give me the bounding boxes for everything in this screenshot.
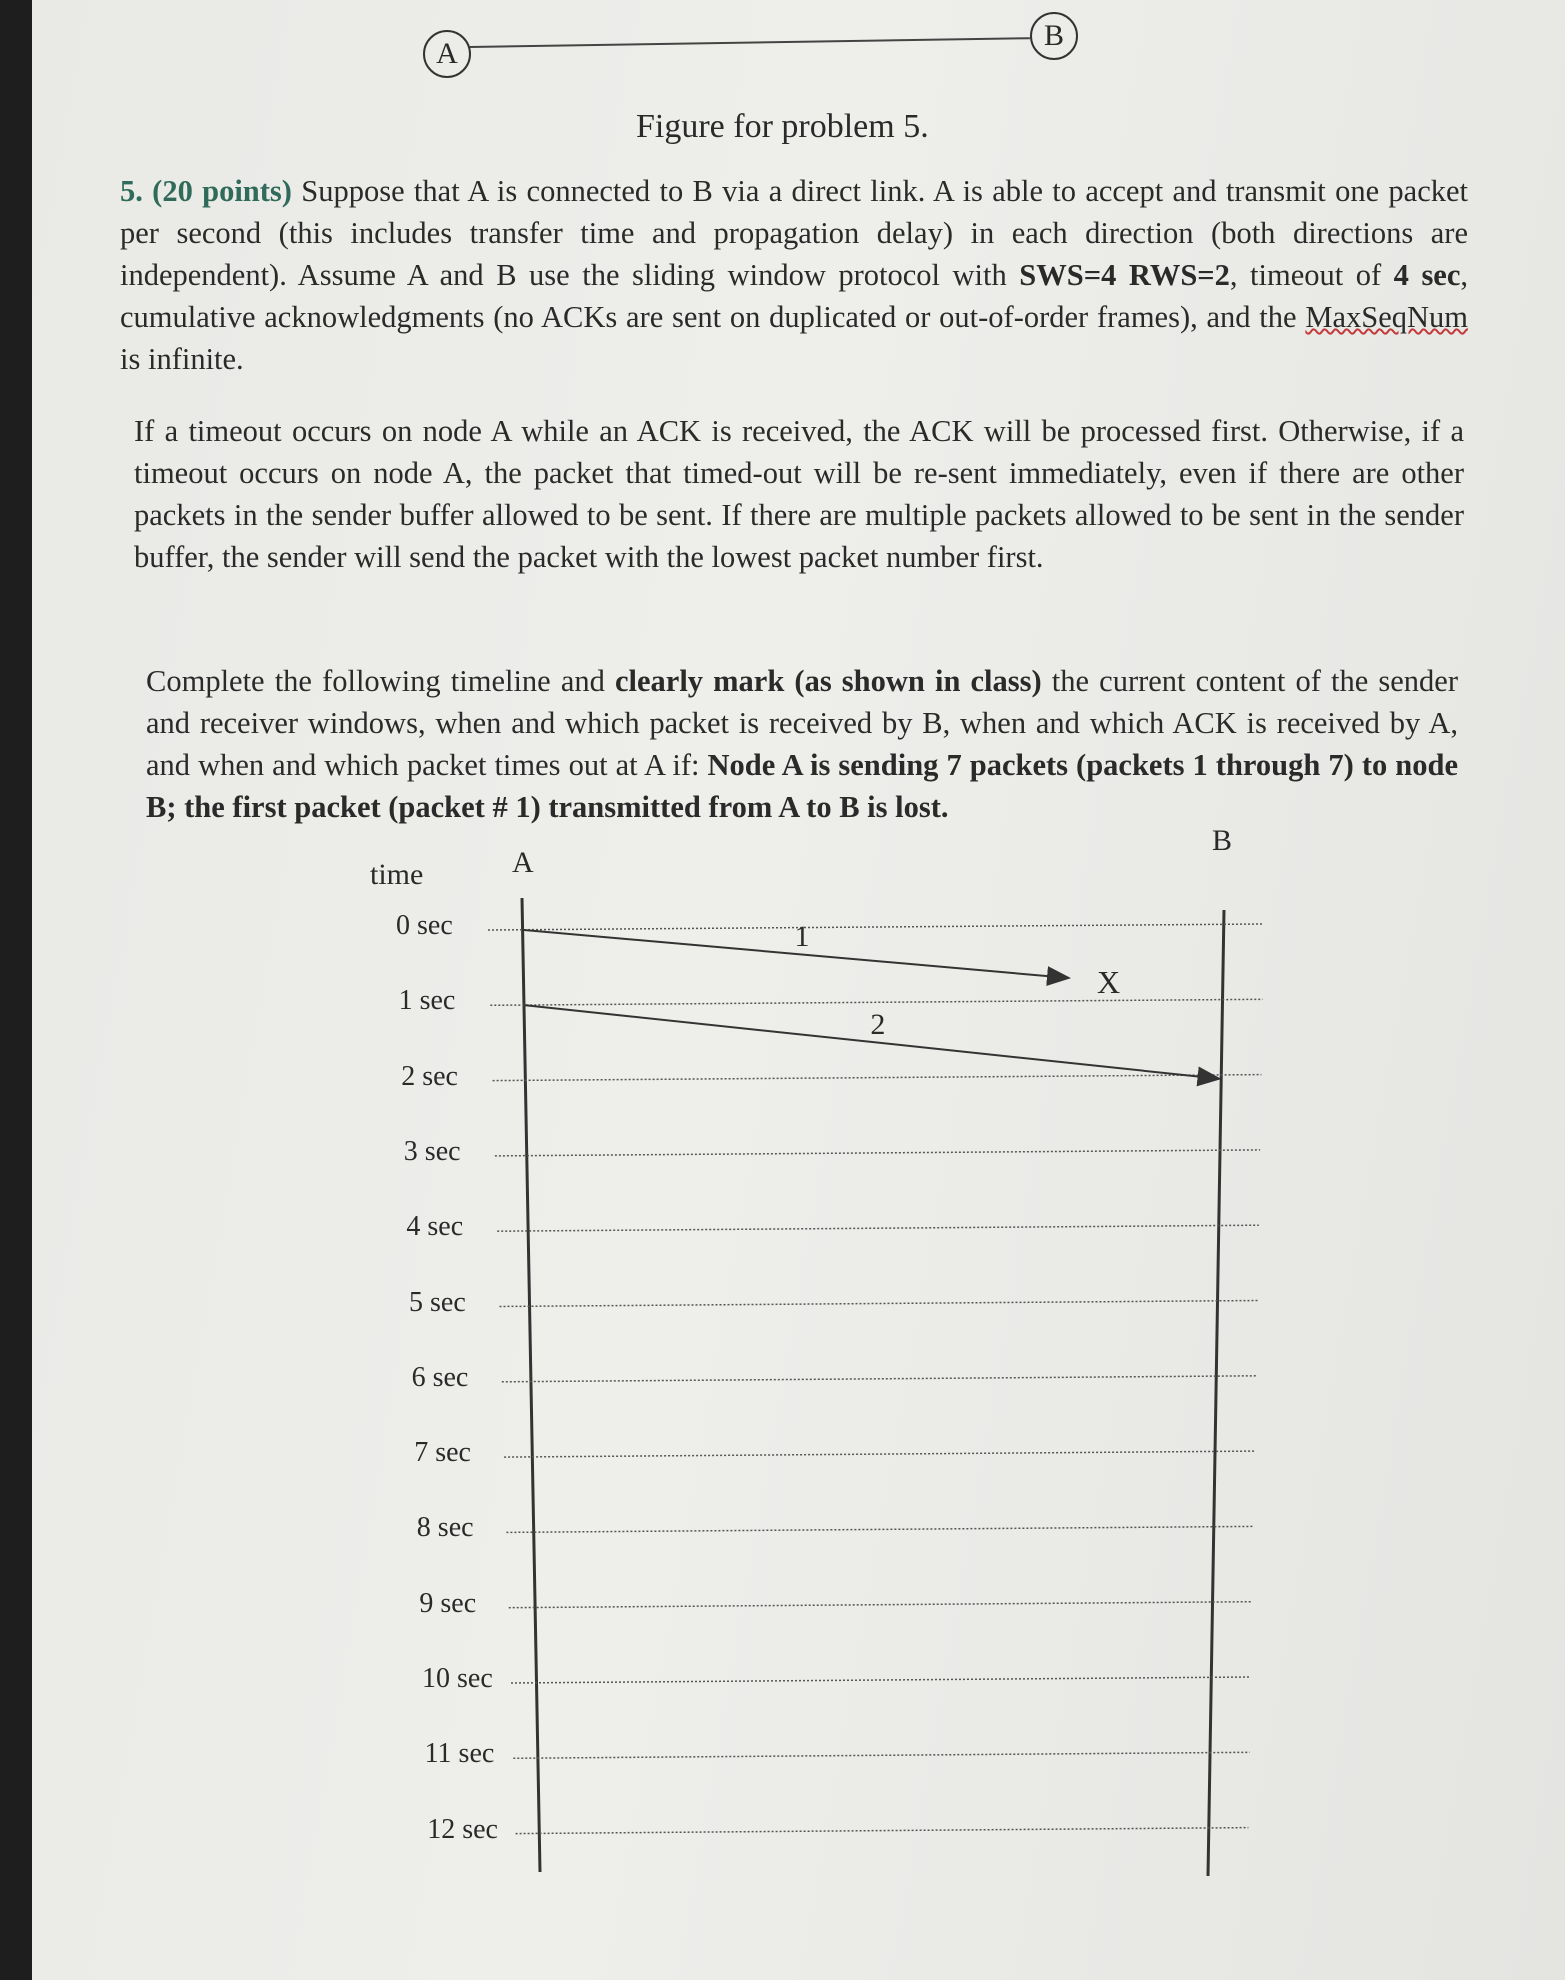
rws-value: RWS=2 [1128,258,1230,292]
time-tick-label: 7 sec [414,1437,471,1469]
problem-text-3: , cumulative acknowledgments (no ACKs are sent on duplicated or out-of-order frames), and the [120,258,1469,334]
time-tick-label: 8 sec [416,1512,474,1544]
task-bold-2: Node A is sending 7 packets (packets 1 through 7) to node B; the first packet (packet # 1) transmitted from A to B is lost. [146,748,1458,824]
time-grid-line [490,999,1262,1005]
timeout-value: 4 sec [1393,258,1461,292]
node-a-axis-line [522,898,540,1872]
time-grid-line [511,1677,1251,1683]
node-b-axis-line [1208,910,1224,1876]
time-tick-label: 12 sec [427,1813,498,1845]
problem-text-4: is infinite. [120,342,244,376]
task-bold-1: clearly mark (as shown in class) [614,664,1042,698]
time-tick-label: 10 sec [422,1663,493,1694]
time-grid-line [506,1526,1253,1532]
task-text-2: the current content of the sender and receiver windows, when and which packet is received by B, when and which ACK is received by A, and when and which packet times out at A if: [146,664,1458,782]
time-grid-line [495,1150,1260,1156]
time-grid-line [500,1301,1258,1307]
task-text-1: Complete the following timeline and [146,664,615,698]
time-tick-label: 11 sec [424,1738,495,1770]
packet-label: 1 [794,920,810,953]
problem-points: (20 points) [152,174,292,208]
time-column-label: time [370,858,424,891]
problem-number: 5. [120,174,143,208]
time-tick-label: 5 sec [409,1286,466,1318]
time-tick-label: 6 sec [411,1361,469,1393]
time-tick-label: 0 sec [396,910,453,941]
time-grid-line [502,1376,1256,1382]
time-tick-label: 9 sec [419,1587,477,1619]
node-a-circle: A [423,30,471,78]
time-tick-label: 1 sec [398,985,456,1017]
packet-lost-mark: X [1097,964,1121,1000]
packet-label: 2 [870,1008,886,1042]
problem-text-1: Suppose that A is connected to B via a direct link. A is able to accept and transmit one packet per second (this includes transfer time and propagation delay) in each direction (both directions are independent). Assume A and B use the sliding window protocol with [120,174,1468,292]
rules-paragraph: If a timeout occurs on node A while an ACK is received, the ACK will be processed first. Otherwise, if a timeout occurs on node A, the packet that timed-out will be re-sent immediately, even if there are other packets in the sender buffer allowed to be sent. If there are multiple packets allowed to be sent in the sender buffer, the sender will send the packet with the lowest packet number first. [134,414,1464,574]
figure-caption: Figure for problem 5. [636,108,929,145]
problem-text-2: , timeout of [1229,258,1394,292]
time-grid-line [493,1075,1262,1081]
sws-value: SWS=4 [1019,258,1117,292]
time-tick-label: 2 sec [401,1060,458,1092]
time-grid-line [513,1752,1249,1758]
time-grid-line [488,924,1264,930]
time-grid-line [516,1828,1249,1834]
node-a-column-label: A [512,846,534,879]
time-grid-line [509,1602,1253,1608]
time-grid-line [504,1451,1255,1457]
node-b-column-label: B [1212,824,1233,857]
maxseqnum-term: MaxSeqNum [1305,300,1468,334]
time-tick-label: 4 sec [406,1211,464,1243]
time-tick-label: 3 sec [403,1135,461,1167]
node-b-circle: B [1030,12,1078,60]
time-grid-line [497,1225,1259,1231]
